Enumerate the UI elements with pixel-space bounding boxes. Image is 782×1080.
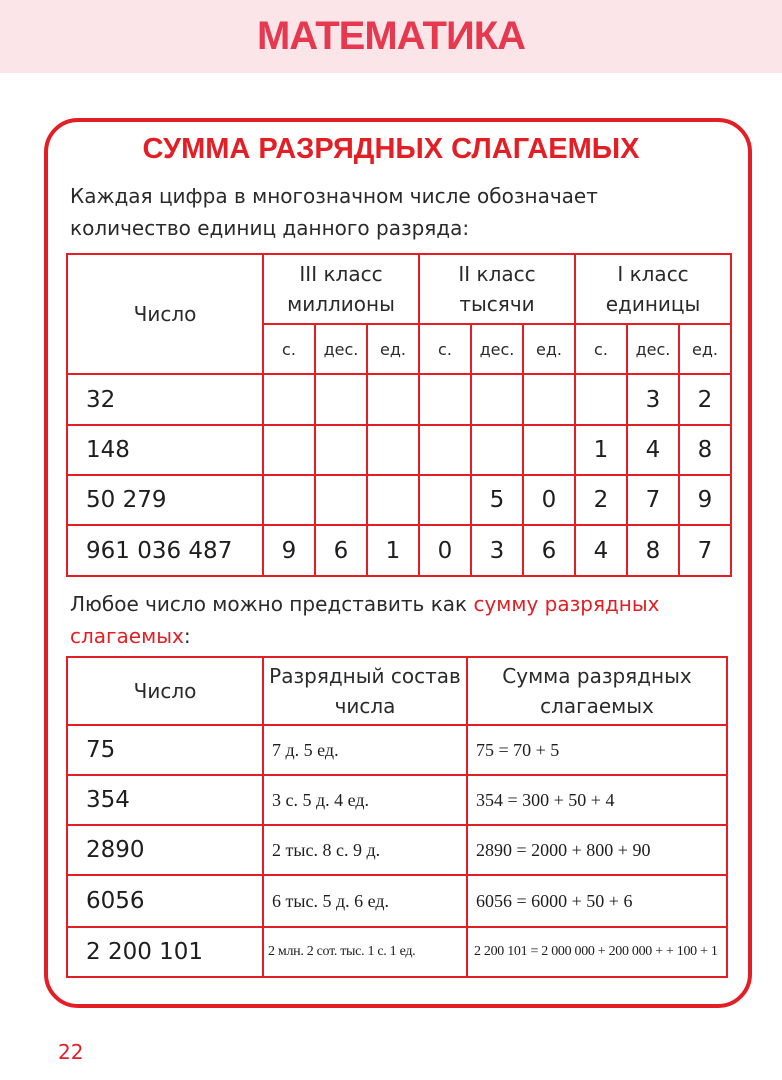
digit-cell: 1 — [367, 525, 419, 576]
digit-cell: 0 — [419, 525, 471, 576]
place-header: дес. — [471, 324, 523, 374]
digit-cell: 9 — [263, 525, 315, 576]
number-cell: 50 279 — [67, 475, 263, 525]
digit-cell — [523, 374, 575, 425]
table-row — [67, 875, 727, 927]
table-row — [67, 425, 731, 475]
sum-cell: 2 200 101 = 2 000 000 + 200 000 + + 100 + 1 — [467, 927, 727, 977]
number-cell: 75 — [67, 725, 263, 775]
page-number: 22 — [58, 1040, 84, 1064]
digit-cell: 7 — [679, 525, 731, 576]
digit-cell: 6 — [315, 525, 367, 576]
digit-cell: 8 — [627, 525, 679, 576]
place-header: ед. — [679, 324, 731, 374]
table-row — [67, 525, 731, 576]
table-row — [67, 825, 727, 875]
digit-cell — [263, 374, 315, 425]
table-row — [67, 775, 727, 825]
digit-cell: 7 — [627, 475, 679, 525]
sum-cell: 2890 = 2000 + 800 + 90 — [467, 825, 727, 875]
digit-cell — [367, 425, 419, 475]
digit-cell: 0 — [523, 475, 575, 525]
place-header: дес. — [315, 324, 367, 374]
digit-cell: 1 — [575, 425, 627, 475]
number-cell: 961 036 487 — [67, 525, 263, 576]
digit-cell — [367, 374, 419, 425]
digit-cell — [471, 425, 523, 475]
sum-table — [66, 656, 728, 978]
digit-cell: 9 — [679, 475, 731, 525]
table-row — [67, 725, 727, 775]
sum-column-header: Сумма разрядных слагаемых — [467, 657, 727, 725]
composition-cell: 2 тыс. 8 с. 9 д. — [263, 825, 467, 875]
number-cell: 148 — [67, 425, 263, 475]
place-header: с. — [263, 324, 315, 374]
number-cell: 2 200 101 — [67, 927, 263, 977]
digit-cell: 4 — [627, 425, 679, 475]
digit-cell — [263, 475, 315, 525]
number-cell: 6056 — [67, 875, 263, 927]
digit-cell: 3 — [471, 525, 523, 576]
digit-place-table — [66, 253, 732, 577]
digit-cell: 3 — [627, 374, 679, 425]
digit-cell: 5 — [471, 475, 523, 525]
place-header: ед. — [367, 324, 419, 374]
place-header: дес. — [627, 324, 679, 374]
sum-cell: 75 = 70 + 5 — [467, 725, 727, 775]
digit-cell: 2 — [679, 374, 731, 425]
digit-cell — [575, 374, 627, 425]
place-header: с. — [575, 324, 627, 374]
place-header: с. — [419, 324, 471, 374]
composition-cell: 2 млн. 2 сот. тыс. 1 с. 1 ед. — [263, 927, 467, 977]
composition-cell: 3 с. 5 д. 4 ед. — [263, 775, 467, 825]
class-header-thousands: II класс тысячи — [419, 254, 575, 324]
intro-text-sum: Любое число можно представить как сумму разрядных слагаемых: — [70, 592, 660, 648]
digit-cell — [471, 374, 523, 425]
page-title: СУММА РАЗРЯДНЫХ СЛАГАЕМЫХ — [142, 133, 640, 165]
composition-cell: 6 тыс. 5 д. 6 ед. — [263, 875, 467, 927]
number-cell: 32 — [67, 374, 263, 425]
digit-cell: 2 — [575, 475, 627, 525]
digit-cell — [523, 425, 575, 475]
place-header: ед. — [523, 324, 575, 374]
digit-cell: 8 — [679, 425, 731, 475]
table-row — [67, 927, 727, 977]
digit-cell — [419, 475, 471, 525]
digit-cell — [263, 425, 315, 475]
intro-text: Каждая цифра в многозначном числе обозначает количество единиц данного разряда: — [70, 184, 598, 240]
digit-cell — [419, 425, 471, 475]
digit-cell: 6 — [523, 525, 575, 576]
digit-cell: 4 — [575, 525, 627, 576]
composition-cell: 7 д. 5 ед. — [263, 725, 467, 775]
composition-column-header: Разрядный состав числа — [263, 657, 467, 725]
number-cell: 354 — [67, 775, 263, 825]
digit-cell — [315, 374, 367, 425]
digit-cell — [367, 475, 419, 525]
number-column-header: Число — [67, 657, 263, 725]
digit-cell — [315, 475, 367, 525]
sum-cell: 6056 = 6000 + 50 + 6 — [467, 875, 727, 927]
subject-title: МАТЕМАТИКА — [256, 14, 526, 58]
class-header-millions: III класс миллионы — [263, 254, 419, 324]
number-cell: 2890 — [67, 825, 263, 875]
sum-cell: 354 = 300 + 50 + 4 — [467, 775, 727, 825]
digit-cell — [315, 425, 367, 475]
number-column-header: Число — [67, 254, 263, 374]
highlight-term: сумму разрядных слагаемых — [70, 592, 660, 648]
class-header-units: I класс единицы — [575, 254, 731, 324]
digit-cell — [419, 374, 471, 425]
table-row — [67, 475, 731, 525]
table-row — [67, 374, 731, 425]
